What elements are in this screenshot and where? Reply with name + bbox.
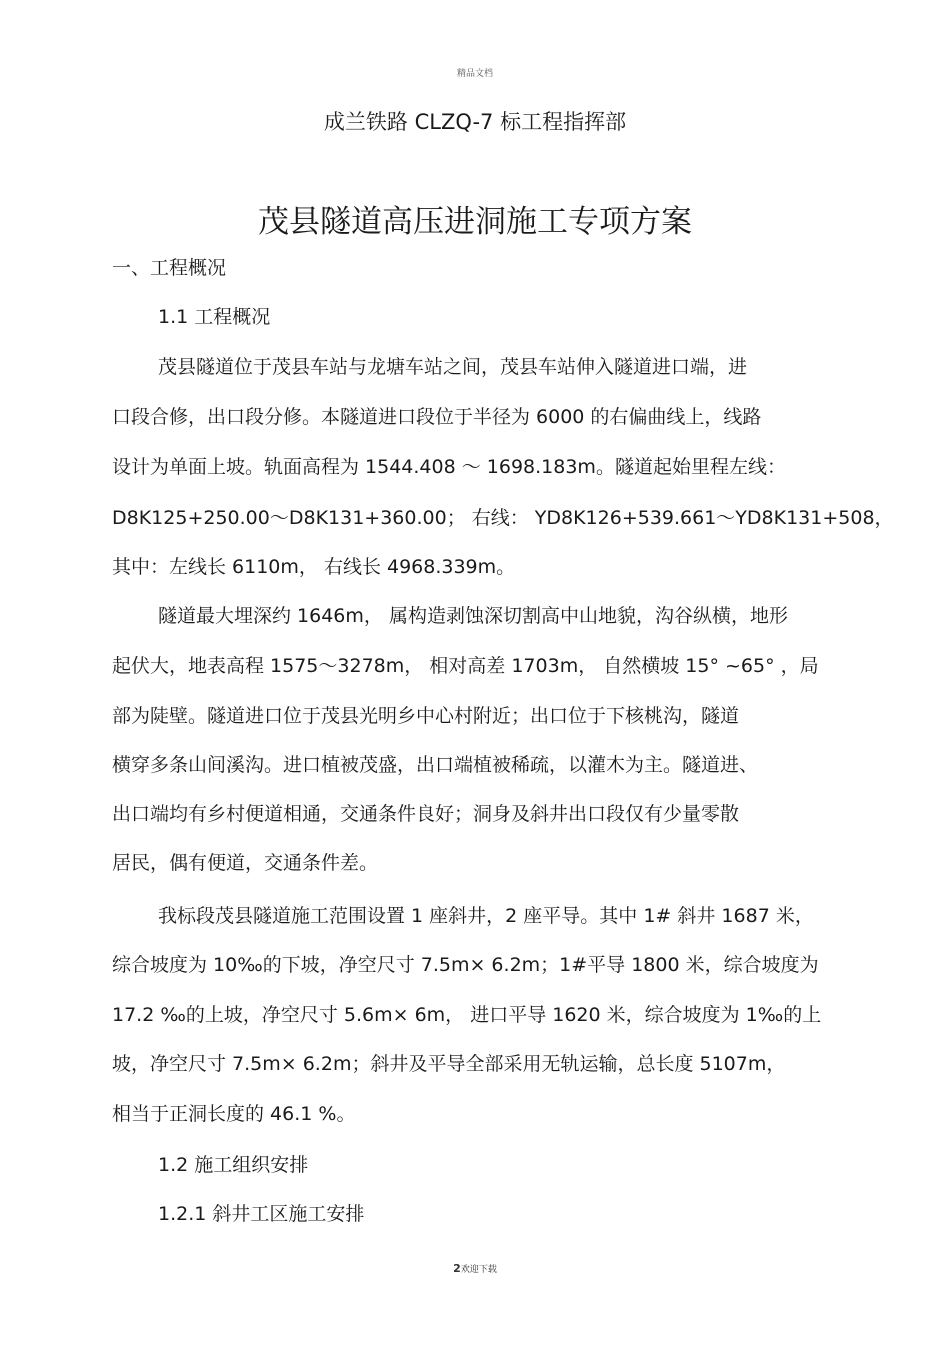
footer-text: 欢迎下载 <box>460 1265 497 1275</box>
paragraph-line: 茂县隧道位于茂县车站与龙塘车站之间，茂县车站伸入隧道进口端，进 <box>158 356 748 378</box>
paragraph-line: 设计为单面上坡。轨面高程为 1544.408 ～ 1698.183m。隧道起始里程左线： <box>112 456 786 478</box>
paragraph-line: 起伏大，地表高程 1575～3278m， 相对高差 1703m， 自然横坡 15° ~65° ，局 <box>112 655 819 677</box>
organization-line: 成兰铁路 CLZQ-7 标工程指挥部 <box>323 110 627 134</box>
paragraph-line: 居民，偶有便道，交通条件差。 <box>112 852 379 874</box>
section-heading-1-2-1: 1.2.1 斜井工区施工安排 <box>158 1203 365 1225</box>
header-watermark: 精品文档 <box>456 69 493 79</box>
page-number: 2 <box>453 1262 461 1275</box>
paragraph-line: 其中：左线长 6110m， 右线长 4968.339m。 <box>112 556 516 578</box>
paragraph-line: 横穿多条山间溪沟。进口植被茂盛，出口端植被稀疏，以灌木为主。隧道进、 <box>112 754 759 776</box>
paragraph-line: 17.2 ‰的上坡，净空尺寸 5.6m× 6m， 进口平导 1620 米，综合坡度为 1‰的上 <box>112 1004 822 1026</box>
paragraph-line: 我标段茂县隧道施工范围设置 1 座斜井，2 座平导。其中 1# 斜井 1687 米， <box>158 905 814 927</box>
section-heading-1: 一、工程概况 <box>112 257 227 279</box>
section-heading-1-1: 1.1 工程概况 <box>158 306 271 328</box>
section-heading-1-2: 1.2 施工组织安排 <box>158 1154 309 1176</box>
paragraph-line: D8K125+250.00～D8K131+360.00； 右线： YD8K126+539.661～YD8K131+508， <box>112 507 894 529</box>
paragraph-line: 相当于正洞长度的 46.1 %。 <box>112 1103 356 1125</box>
paragraph-line: 坡，净空尺寸 7.5m× 6.2m；斜井及平导全部采用无轨运输，总长度 5107m， <box>112 1053 786 1075</box>
paragraph-line: 隧道最大埋深约 1646m， 属构造剥蚀深切割高中山地貌，沟谷纵横，地形 <box>158 605 788 627</box>
paragraph-line: 部为陡壁。隧道进口位于茂县光明乡中心村附近；出口位于下核桃沟，隧道 <box>112 705 740 727</box>
paragraph-line: 口段合修，出口段分修。本隧道进口段位于半径为 6000 的右偏曲线上，线路 <box>112 406 762 428</box>
paragraph-line: 综合坡度为 10‰的下坡，净空尺寸 7.5m× 6.2m；1#平导 1800 米，综合坡度为 <box>112 954 819 976</box>
document-title: 茂县隧道高压进洞施工专项方案 <box>258 204 692 240</box>
paragraph-line: 出口端均有乡村便道相通，交通条件良好；洞身及斜井出口段仅有少量零散 <box>112 803 740 825</box>
page-footer <box>0 1262 950 1275</box>
